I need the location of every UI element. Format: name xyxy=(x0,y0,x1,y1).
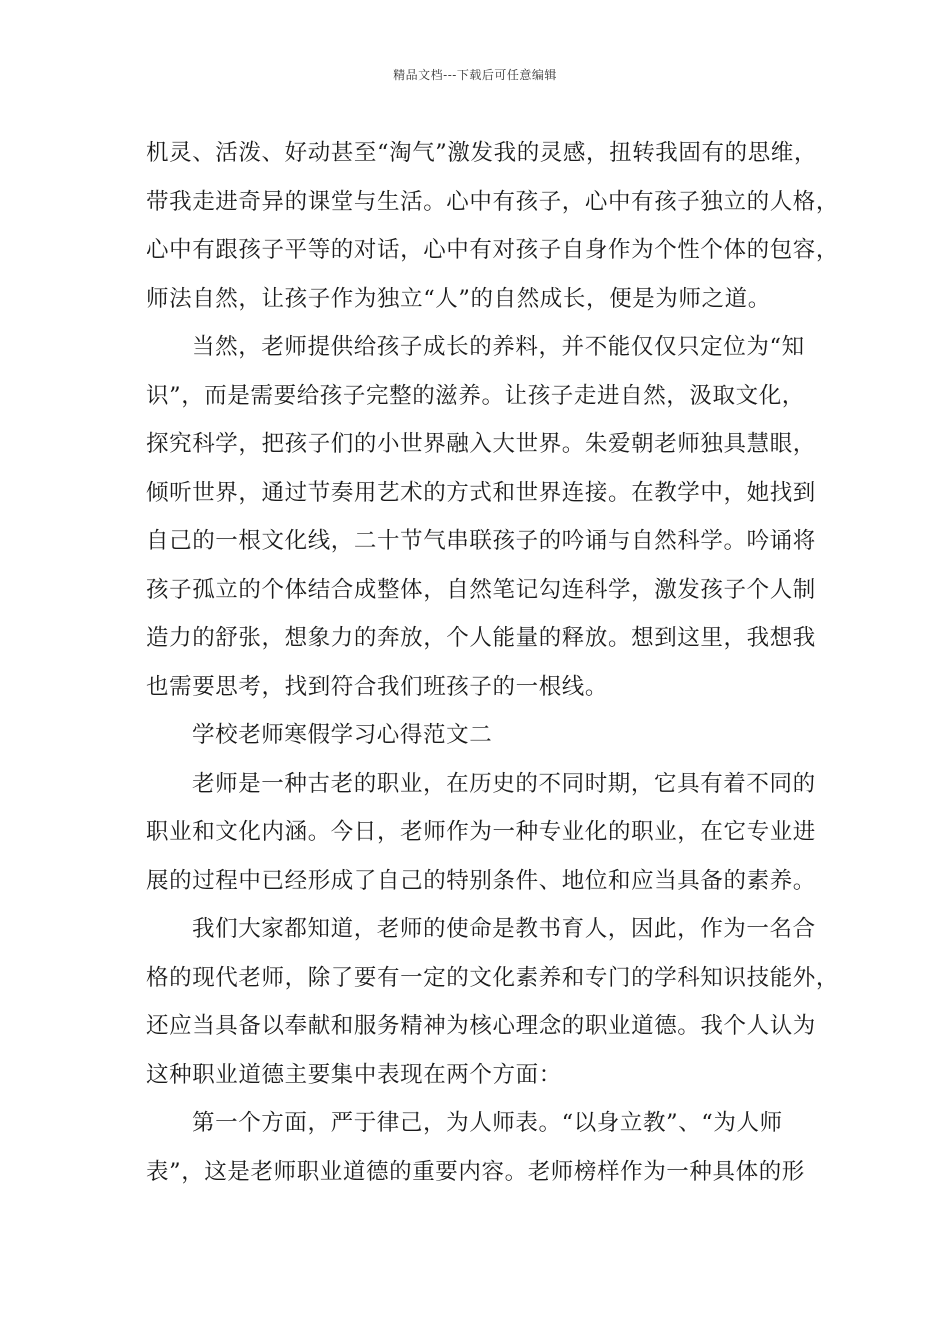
text-line: 机灵、活泼、好动甚至“淘气”激发我的灵感，扭转我固有的思维， xyxy=(146,140,818,166)
text-line: 职业和文化内涵。今日，老师作为一种专业化的职业，在它专业进 xyxy=(146,819,816,845)
paragraph-start-line: 老师是一种古老的职业，在历史的不同时期，它具有着不同的 xyxy=(192,770,816,797)
text-line: 探究科学，把孩子们的小世界融入大世界。朱爱朝老师独具慧眼， xyxy=(146,431,816,457)
text-line: 展的过程中已经形成了自己的特别条件、地位和应当具备的素养。 xyxy=(146,867,816,894)
paragraph-start-line: 我们大家都知道，老师的使命是教书育人，因此，作为一名合 xyxy=(192,916,816,942)
section-heading: 学校老师寒假学习心得范文二 xyxy=(192,722,493,748)
text-line: 师法自然，让孩子作为独立“人”的自然成长，便是为师之道。 xyxy=(146,285,771,312)
text-line: 也需要思考，找到符合我们班孩子的一根线。 xyxy=(146,673,609,700)
paragraph-start-line: 当然，老师提供给孩子成长的养料，并不能仅仅只定位为“知 xyxy=(192,334,805,360)
page-header: 精品文档---下载后可任意编辑 xyxy=(393,68,557,82)
document-body xyxy=(146,129,840,1196)
text-line: 倾听世界，通过节奏用艺术的方式和世界连接。在教学中，她找到 xyxy=(146,479,816,506)
text-line: 心中有跟孩子平等的对话，心中有对孩子自身作为个性个体的包容， xyxy=(146,237,840,263)
text-line: 格的现代老师，除了要有一定的文化素养和专门的学科知识技能外， xyxy=(146,964,840,991)
text-line: 造力的舒张，想象力的奔放，个人能量的释放。想到这里，我想我 xyxy=(146,625,816,651)
text-line: 识”，而是需要给孩子完整的滋养。让孩子走进自然，汲取文化， xyxy=(146,382,805,409)
text-line: 孩子孤立的个体结合成整体，自然笔记勾连科学，激发孩子个人制 xyxy=(146,576,816,603)
text-line: 还应当具备以奉献和服务精神为核心理念的职业道德。我个人认为 xyxy=(146,1013,816,1039)
text-line: 带我走进奇异的课堂与生活。心中有孩子，心中有孩子独立的人格， xyxy=(146,188,840,215)
paragraph-start-line: 第一个方面，严于律己，为人师表。“以身立教”、“为人师 xyxy=(192,1110,783,1136)
text-line: 这种职业道德主要集中表现在两个方面： xyxy=(146,1061,562,1088)
text-line: 自己的一根文化线，二十节气串联孩子的吟诵与自然科学。吟诵将 xyxy=(146,528,816,554)
text-line: 表”，这是老师职业道德的重要内容。老师榜样作为一种具体的形 xyxy=(146,1158,805,1185)
